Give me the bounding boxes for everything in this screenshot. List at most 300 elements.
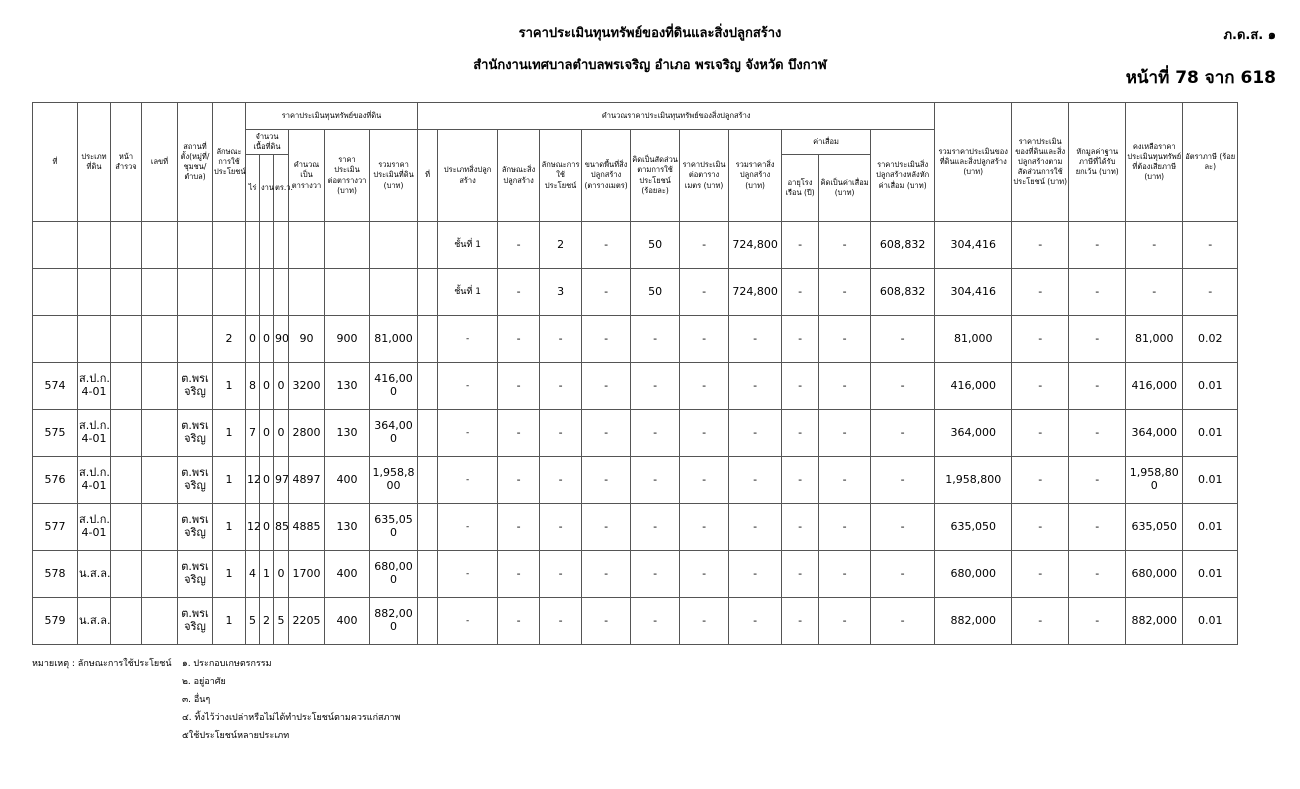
cell-bno (418, 410, 438, 457)
cell-bprice: - (680, 551, 729, 598)
cell-rai (246, 269, 260, 316)
cell-page (111, 504, 142, 551)
cell-deduct: - (1069, 363, 1126, 410)
cell-bchar: - (498, 316, 540, 363)
cell-no: 579 (33, 598, 78, 645)
cell-doc (142, 316, 178, 363)
cell-land-total: 635,050 (370, 504, 418, 551)
cell-rai (246, 222, 260, 269)
col-building-after-depr-header: ราคาประเมินสิ่งปลูกสร้างหลังหักค่าเสื่อม (บาท) (871, 130, 935, 222)
cell-location (178, 316, 213, 363)
cell-bprice: - (680, 222, 729, 269)
cell-dpct: - (819, 457, 871, 504)
table-row (33, 269, 1286, 316)
cell-dage: - (782, 598, 819, 645)
cell-dpct: - (819, 316, 871, 363)
cell-page (111, 316, 142, 363)
cell-bpct: - (631, 316, 680, 363)
cell-grand: 81,000 (935, 316, 1012, 363)
col-land-total-header: รวมราคาประเมินที่ดิน (บาท) (370, 130, 418, 222)
cell-land-total: 882,000 (370, 598, 418, 645)
cell-doc (142, 598, 178, 645)
cell-land-type (78, 316, 111, 363)
cell-bprice: - (680, 316, 729, 363)
cell-buse: - (540, 410, 582, 457)
cell-land-use (213, 269, 246, 316)
cell-buse: - (540, 504, 582, 551)
cell-bprice: - (680, 269, 729, 316)
cell-ngan: 0 (260, 363, 274, 410)
cell-bno (418, 316, 438, 363)
cell-btotal: - (729, 551, 782, 598)
cell-grand: 304,416 (935, 222, 1012, 269)
cell-no: 575 (33, 410, 78, 457)
cell-wa (274, 222, 289, 269)
cell-land-total: 81,000 (370, 316, 418, 363)
cell-bprice: - (680, 363, 729, 410)
cell-doc (142, 457, 178, 504)
cell-area: 3200 (289, 363, 325, 410)
note-item: ๑. ประกอบเกษตรกรรม (182, 659, 272, 669)
cell-land-type: น.ส.ล. (78, 551, 111, 598)
cell-doc (142, 222, 178, 269)
notes-label: หมายเหตุ : ลักษณะการใช้ประโยชน์ (32, 659, 172, 669)
col-land-use-header: ลักษณะการใช้ประโยชน์ (213, 103, 246, 222)
col-building-price-sqm-header: ราคาประเมินต่อตารางเมตร (บาท) (680, 130, 729, 222)
cell-no (33, 222, 78, 269)
cell-btype: - (438, 457, 498, 504)
cell-dage: - (782, 363, 819, 410)
cell-doc (142, 410, 178, 457)
cell-remain: 680,000 (1126, 551, 1183, 598)
col-land-type-header: ประเภทที่ดิน (78, 103, 111, 222)
cell-remain: 81,000 (1126, 316, 1183, 363)
cell-prop: - (1012, 410, 1069, 457)
cell-btotal: - (729, 410, 782, 457)
cell-price: 130 (325, 410, 370, 457)
cell-land-total: 1,958,800 (370, 457, 418, 504)
cell-bchar: - (498, 363, 540, 410)
cell-buse: - (540, 551, 582, 598)
cell-buse: - (540, 457, 582, 504)
note-item: ๔. ทิ้งไว้ว่างเปล่าหรือไม่ได้ทำประโยชน์ตามควรแก่สภาพ (182, 713, 401, 723)
cell-page (111, 551, 142, 598)
cell-location: ต.พรเจริญ (178, 551, 213, 598)
cell-land-type: ส.ป.ก. 4-01 (78, 363, 111, 410)
cell-location: ต.พรเจริญ (178, 410, 213, 457)
cell-bafter: - (871, 316, 935, 363)
cell-btotal: - (729, 598, 782, 645)
table-row (33, 598, 1286, 645)
cell-deduct: - (1069, 457, 1126, 504)
cell-prop: - (1012, 457, 1069, 504)
cell-bafter: - (871, 504, 935, 551)
cell-rai: 8 (246, 363, 260, 410)
cell-bchar: - (498, 410, 540, 457)
cell-bpct: - (631, 598, 680, 645)
cell-wa: 97 (274, 457, 289, 504)
land-valuation-group-header: ราคาประเมินทุนทรัพย์ของที่ดิน (246, 103, 418, 130)
cell-price: 900 (325, 316, 370, 363)
cell-prop: - (1012, 598, 1069, 645)
table-row (33, 551, 1286, 598)
cell-land-total (370, 222, 418, 269)
cell-price (325, 222, 370, 269)
cell-location (178, 269, 213, 316)
cell-deduct: - (1069, 598, 1126, 645)
cell-land-use: 1 (213, 598, 246, 645)
cell-location: ต.พรเจริญ (178, 598, 213, 645)
cell-land-type (78, 269, 111, 316)
col-building-pct-header: คิดเป็นสัดส่วนตามการใช้ประโยชน์ (ร้อยละ) (631, 130, 680, 222)
cell-land-use: 1 (213, 363, 246, 410)
cell-no: 574 (33, 363, 78, 410)
cell-no: 578 (33, 551, 78, 598)
cell-bchar: - (498, 504, 540, 551)
cell-dage: - (782, 410, 819, 457)
cell-land-use: 2 (213, 316, 246, 363)
cell-deduct: - (1069, 551, 1126, 598)
cell-wa: 5 (274, 598, 289, 645)
cell-deduct: - (1069, 316, 1126, 363)
cell-dage: - (782, 222, 819, 269)
page-title: ราคาประเมินทุนทรัพย์ของที่ดินและสิ่งปลูกสร้าง (518, 26, 782, 41)
cell-bno (418, 363, 438, 410)
cell-page (111, 598, 142, 645)
cell-area: 90 (289, 316, 325, 363)
cell-area: 4885 (289, 504, 325, 551)
cell-bpct: - (631, 457, 680, 504)
cell-page (111, 269, 142, 316)
cell-price: 130 (325, 504, 370, 551)
cell-btotal: 724,800 (729, 269, 782, 316)
cell-remain: 1,958,800 (1126, 457, 1183, 504)
cell-wa: 90 (274, 316, 289, 363)
cell-prop: - (1012, 269, 1069, 316)
cell-buse: - (540, 598, 582, 645)
cell-price: 130 (325, 363, 370, 410)
cell-dpct: - (819, 504, 871, 551)
col-no-header: ที่ (33, 103, 78, 222)
cell-doc (142, 363, 178, 410)
cell-bpct: - (631, 504, 680, 551)
cell-bno (418, 551, 438, 598)
cell-no (33, 269, 78, 316)
cell-rai: 0 (246, 316, 260, 363)
cell-bprice: - (680, 410, 729, 457)
cell-barea: - (582, 363, 631, 410)
cell-rai: 12 (246, 457, 260, 504)
cell-prop: - (1012, 504, 1069, 551)
cell-bno (418, 504, 438, 551)
cell-rate: 0.01 (1183, 551, 1238, 598)
cell-land-total (370, 269, 418, 316)
cell-grand: 416,000 (935, 363, 1012, 410)
cell-location: ต.พรเจริญ (178, 457, 213, 504)
table-row (33, 410, 1286, 457)
cell-remain: 416,000 (1126, 363, 1183, 410)
table-row (33, 504, 1286, 551)
table-row (33, 316, 1286, 363)
cell-remain: 635,050 (1126, 504, 1183, 551)
cell-area: 4897 (289, 457, 325, 504)
cell-btotal: - (729, 363, 782, 410)
cell-btotal: - (729, 504, 782, 551)
cell-bno (418, 222, 438, 269)
cell-grand: 882,000 (935, 598, 1012, 645)
assessment-table (32, 102, 1286, 645)
page-subtitle: สำนักงานเทศบาลตำบลพรเจริญ อำเภอ พรเจริญ จังหวัด บึงกาฬ (473, 58, 827, 73)
cell-rate: - (1183, 269, 1238, 316)
cell-bno (418, 598, 438, 645)
col-building-use-header: ลักษณะการใช้ประโยชน์ (540, 130, 582, 222)
cell-btype: - (438, 363, 498, 410)
cell-barea: - (582, 598, 631, 645)
cell-buse: - (540, 363, 582, 410)
cell-land-type (78, 222, 111, 269)
cell-area: 2205 (289, 598, 325, 645)
cell-area (289, 222, 325, 269)
cell-dpct: - (819, 363, 871, 410)
cell-price: 400 (325, 457, 370, 504)
cell-dpct: - (819, 410, 871, 457)
cell-page (111, 410, 142, 457)
cell-grand: 635,050 (935, 504, 1012, 551)
cell-dage: - (782, 457, 819, 504)
cell-ngan: 0 (260, 457, 274, 504)
col-proportional-value-header: ราคาประเมินของที่ดินและสิ่งปลูกสร้างตามสัดส่วนการใช้ประโยชน์ (บาท) (1012, 103, 1069, 222)
col-building-no-header: ที่ (418, 130, 438, 222)
col-ngan-header: งาน (260, 155, 274, 222)
cell-dpct: - (819, 269, 871, 316)
cell-rate: 0.01 (1183, 363, 1238, 410)
cell-bprice: - (680, 504, 729, 551)
cell-grand: 364,000 (935, 410, 1012, 457)
cell-bafter: - (871, 598, 935, 645)
cell-land-total: 364,000 (370, 410, 418, 457)
cell-location: ต.พรเจริญ (178, 363, 213, 410)
cell-deduct: - (1069, 410, 1126, 457)
cell-ngan: 0 (260, 410, 274, 457)
cell-dage: - (782, 551, 819, 598)
cell-doc (142, 504, 178, 551)
cell-bafter: 608,832 (871, 222, 935, 269)
cell-page (111, 363, 142, 410)
cell-rai: 4 (246, 551, 260, 598)
cell-price: 400 (325, 598, 370, 645)
cell-btype: - (438, 504, 498, 551)
col-doc-no-header: เลขที่ (142, 103, 178, 222)
cell-location (178, 222, 213, 269)
cell-ngan (260, 222, 274, 269)
cell-bpct: - (631, 551, 680, 598)
col-area-sqwa-header: คำนวณเป็นตารางวา (289, 130, 325, 222)
table-row (33, 457, 1286, 504)
cell-area (289, 269, 325, 316)
cell-wa: 0 (274, 363, 289, 410)
cell-land-type: ส.ป.ก. 4-01 (78, 457, 111, 504)
cell-btotal: - (729, 457, 782, 504)
cell-remain: - (1126, 269, 1183, 316)
cell-land-type: น.ส.ล. (78, 598, 111, 645)
cell-rai: 12 (246, 504, 260, 551)
cell-btype: ชั้นที่ 1 (438, 269, 498, 316)
cell-land-type: ส.ป.ก. 4-01 (78, 504, 111, 551)
cell-ngan: 2 (260, 598, 274, 645)
cell-doc (142, 551, 178, 598)
cell-land-type: ส.ป.ก. 4-01 (78, 410, 111, 457)
cell-btotal: - (729, 316, 782, 363)
cell-ngan (260, 269, 274, 316)
cell-land-total: 680,000 (370, 551, 418, 598)
cell-barea: - (582, 551, 631, 598)
table-row (33, 363, 1286, 410)
cell-no: 576 (33, 457, 78, 504)
cell-bchar: - (498, 269, 540, 316)
land-area-group-header: จำนวนเนื้อที่ดิน (246, 130, 289, 155)
cell-land-use: 1 (213, 551, 246, 598)
cell-rai: 5 (246, 598, 260, 645)
note-item: ๕ใช้ประโยชน์หลายประเภท (182, 731, 290, 741)
cell-area: 2800 (289, 410, 325, 457)
depreciation-group-header: ค่าเสื่อม (782, 130, 871, 155)
cell-barea: - (582, 504, 631, 551)
cell-deduct: - (1069, 222, 1126, 269)
cell-bpct: 50 (631, 222, 680, 269)
cell-grand: 680,000 (935, 551, 1012, 598)
cell-rai: 7 (246, 410, 260, 457)
cell-deduct: - (1069, 504, 1126, 551)
cell-buse: - (540, 316, 582, 363)
cell-barea: - (582, 410, 631, 457)
col-location-header: สถานที่ตั้ง(หมู่ที่/ชุมชน/ตำบล) (178, 103, 213, 222)
cell-bchar: - (498, 551, 540, 598)
cell-buse: 2 (540, 222, 582, 269)
col-remaining-header: คงเหลือราคาประเมินทุนทรัพย์ที่ต้องเสียภาษี (บาท) (1126, 103, 1183, 222)
cell-bchar: - (498, 457, 540, 504)
cell-btype: - (438, 598, 498, 645)
col-rai-header: ไร่ (246, 155, 260, 222)
cell-page (111, 222, 142, 269)
table-row (33, 222, 1286, 269)
cell-rate: 0.01 (1183, 504, 1238, 551)
cell-ngan: 0 (260, 504, 274, 551)
cell-btype: - (438, 410, 498, 457)
cell-bafter: 608,832 (871, 269, 935, 316)
cell-prop: - (1012, 316, 1069, 363)
cell-bpct: - (631, 363, 680, 410)
cell-prop: - (1012, 363, 1069, 410)
cell-prop: - (1012, 222, 1069, 269)
col-deduction-header: หักมูลค่าฐานภาษีที่ได้รับยกเว้น (บาท) (1069, 103, 1126, 222)
cell-btype: ชั้นที่ 1 (438, 222, 498, 269)
cell-no: 577 (33, 504, 78, 551)
col-building-type-header: ประเภทสิ่งปลูกสร้าง (438, 130, 498, 222)
note-item: ๓. อื่นๆ (182, 695, 211, 705)
col-building-total-header: รวมราคาสิ่งปลูกสร้าง (บาท) (729, 130, 782, 222)
cell-bno (418, 269, 438, 316)
col-depr-age-header: อายุโรงเรือน (ปี) (782, 155, 819, 222)
cell-land-total: 416,000 (370, 363, 418, 410)
cell-prop: - (1012, 551, 1069, 598)
cell-btype: - (438, 551, 498, 598)
cell-wa: 0 (274, 551, 289, 598)
cell-deduct: - (1069, 269, 1126, 316)
cell-ngan: 1 (260, 551, 274, 598)
cell-bpct: 50 (631, 269, 680, 316)
cell-remain: - (1126, 222, 1183, 269)
cell-no (33, 316, 78, 363)
cell-rate: - (1183, 222, 1238, 269)
cell-dpct: - (819, 551, 871, 598)
cell-rate: 0.01 (1183, 410, 1238, 457)
cell-land-use: 1 (213, 504, 246, 551)
cell-area: 1700 (289, 551, 325, 598)
col-survey-page-header: หน้าสำรวจ (111, 103, 142, 222)
col-depr-amount-header: คิดเป็นค่าเสื่อม (บาท) (819, 155, 871, 222)
cell-bafter: - (871, 410, 935, 457)
cell-wa (274, 269, 289, 316)
cell-remain: 364,000 (1126, 410, 1183, 457)
cell-barea: - (582, 316, 631, 363)
cell-rate: 0.01 (1183, 598, 1238, 645)
cell-land-use: 1 (213, 410, 246, 457)
cell-bafter: - (871, 363, 935, 410)
cell-bno (418, 457, 438, 504)
cell-bchar: - (498, 598, 540, 645)
cell-dpct: - (819, 222, 871, 269)
cell-bchar: - (498, 222, 540, 269)
building-valuation-group-header: คำนวณราคาประเมินทุนทรัพย์ของสิ่งปลูกสร้าง (418, 103, 935, 130)
col-tax-rate-header: อัตราภาษี (ร้อยละ) (1183, 103, 1238, 222)
cell-price (325, 269, 370, 316)
col-building-char-header: ลักษณะสิ่งปลูกสร้าง (498, 130, 540, 222)
table-body (33, 222, 1286, 645)
cell-buse: 3 (540, 269, 582, 316)
cell-page (111, 457, 142, 504)
cell-barea: - (582, 222, 631, 269)
cell-rate: 0.01 (1183, 457, 1238, 504)
cell-land-use (213, 222, 246, 269)
cell-bafter: - (871, 457, 935, 504)
col-price-sqwa-header: ราคาประเมินต่อตารางวา (บาท) (325, 130, 370, 222)
cell-dage: - (782, 316, 819, 363)
page-number: หน้าที่ 78 จาก 618 (1125, 68, 1276, 88)
cell-btotal: 724,800 (729, 222, 782, 269)
form-code: ภ.ด.ส. ๑ (1223, 28, 1276, 43)
cell-bafter: - (871, 551, 935, 598)
col-building-area-header: ขนาดพื้นที่สิ่งปลูกสร้าง (ตารางเมตร) (582, 130, 631, 222)
cell-dage: - (782, 504, 819, 551)
cell-wa: 0 (274, 410, 289, 457)
cell-rate: 0.02 (1183, 316, 1238, 363)
cell-price: 400 (325, 551, 370, 598)
cell-land-use: 1 (213, 457, 246, 504)
cell-btype: - (438, 316, 498, 363)
col-wa-header: ตร.ว. (274, 155, 289, 222)
cell-grand: 1,958,800 (935, 457, 1012, 504)
col-grand-total-header: รวมราคาประเมินของที่ดินและสิ่งปลูกสร้าง (บาท) (935, 103, 1012, 222)
cell-barea: - (582, 457, 631, 504)
cell-barea: - (582, 269, 631, 316)
note-item: ๒. อยู่อาศัย (182, 677, 226, 687)
cell-ngan: 0 (260, 316, 274, 363)
cell-bpct: - (631, 410, 680, 457)
cell-bprice: - (680, 457, 729, 504)
cell-dpct: - (819, 598, 871, 645)
cell-bprice: - (680, 598, 729, 645)
cell-wa: 85 (274, 504, 289, 551)
